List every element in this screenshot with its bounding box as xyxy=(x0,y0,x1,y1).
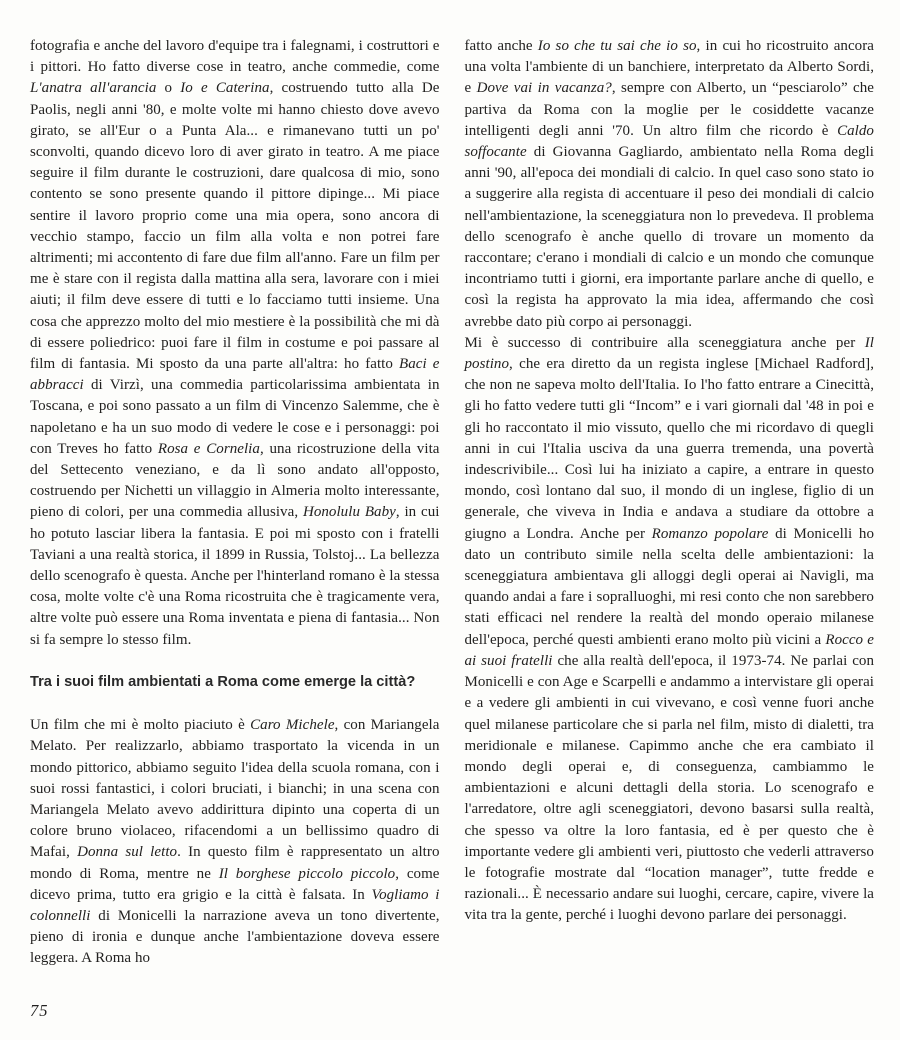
text-segment: , in cui ho potuto lasciar libera la fantasia. E poi mi sposto con i fratelli Taviani a una realtà storica, il 1899 in Russia, Tolstoj... La bellezza dello scenografo è questa. Anche per l'hinterland romano è la stessa cosa, molte volte c'è una Roma ricostruita che è tragicamente vera, altre volte può essere una Roma inventata e piena di fantasia... Non si fa sempre lo stesso film. xyxy=(30,504,440,648)
interview-question xyxy=(30,672,440,693)
film-title: Il postino xyxy=(464,334,874,373)
text-segment: di Monicelli la narrazione aveva un tono divertente, pieno di ironia e dunque anche l'ambientazione doveva essere leggera. A Roma ho xyxy=(30,907,440,967)
text-segment: di Virzì, una commedia particolarissima ambientata in Toscana, e poi sono passato a un film di Vincenzo Salemme, che è napoletano e ha un suo modo di vedere le cose e i personaggi: poi con Treves ho fatto xyxy=(30,377,440,457)
body-paragraph xyxy=(465,333,875,927)
film-title: Dove vai in vacanza? xyxy=(476,80,612,97)
text-segment: , con Mariangela Melato. Per realizzarlo, abbiamo trasportato la vicenda in un mondo pittorico, abbiamo seguito l'idea della scuola romana, con i suoi rossi fantastici, i colori bruciati, i bianchi; in una scena con Mariangela Melato avevo addirittura dipinto una coperta di un colore bruno violaceo, rifacendomi a un bellissimo quadro di Mafai, xyxy=(30,717,440,861)
film-title: Caldo soffocante xyxy=(464,122,874,161)
film-title: Romanzo popolare xyxy=(651,525,769,542)
film-title: Honolulu Baby xyxy=(302,504,396,521)
text-segment: , in cui ho ricostruito ancora una volta l'ambiente di un banchiere, interpretato da Alberto Sordi, e xyxy=(464,38,874,97)
text-segment: di Monicelli ho dato un contributo simile nella scelta delle ambientazioni: la sceneggiatura ambientava gli alloggi degli operai ai Navigli, ma quando andai a fare i sopralluoghi, mi resi conto che non sarebbero stati efficaci nel rendere la realtà del mondo operaio milanese dell'epoca, perché questi ambienti erano molto più vicini a xyxy=(464,525,874,648)
text-segment: Mi è successo di contribuire alla sceneggiatura anche per xyxy=(464,334,865,351)
text-segment: , costruendo tutto alla De Paolis, negli anni '80, e molte volte mi hanno chiesto dove avevo girato, se all'Eur o a Punta Ala... e rimanevano tutti un po' sconvolti, quando dicevo loro di aver girato in teatro. A me piace seguire il film durante le costruzioni, dare qualcosa di mio, sono contento se sono presente quando il pittore dipinge... Mi piace sentire il lavoro proprio come una mia opera, sono ancora di vecchio stampo, faccio un film alla volta e non potrei fare altrimenti; mi accontento di fare due film all'anno. Fare un film per me è stare con il regista dalla mattina alla sera, lavorare con i miei aiuti; il film deve essere di tutti e lo facciamo tutti insieme. Una cosa che apprezzo molto del mio mestiere è la possibilità che mi dà di essere poliedrico: puoi fare il film in costume e poi passare al film di fantasia. Mi sposto da una parte all'altra: ho fatto xyxy=(30,80,440,373)
text-segment: . In questo film è rappresentato un altro mondo di Roma, mentre ne xyxy=(30,844,440,882)
film-title: L'anatra all'arancia xyxy=(30,80,157,97)
text-segment: Tra i suoi film ambientati a Roma come emerge la città? xyxy=(30,673,416,690)
film-title: Vogliamo i colonnelli xyxy=(30,886,440,924)
body-paragraph xyxy=(30,36,440,651)
film-title: Baci e abbracci xyxy=(30,356,440,394)
film-title: Io e Caterina xyxy=(180,80,270,97)
left-column xyxy=(30,36,440,970)
text-segment: Un film che mi è molto piaciuto è xyxy=(30,717,251,734)
text-segment: fotografia e anche del lavoro d'equipe tra i falegnami, i costruttori e i pittori. Ho fatto diverse cose in teatro, anche commedie, come xyxy=(30,38,440,76)
text-segment: fatto anche xyxy=(464,38,538,54)
text-segment: , sempre con Alberto, un “pesciarolo” che partiva da Roma con la moglie per le cosiddette vacanze intelligenti degli anni '70. Un altro film che ricordo è xyxy=(464,80,874,139)
film-title: Donna sul letto xyxy=(77,844,178,861)
film-title: Rosa e Cornelia xyxy=(157,440,260,457)
text-segment: , una ricostruzione della vita del Settecento veneziano, e da lì sono andato all'opposto, costruendo per Nichetti un villaggio in Almeria molto interessante, pieno di colori, per una commedia allusiva, xyxy=(30,440,440,521)
film-title: Io so che tu sai che io so xyxy=(537,38,697,54)
film-title: Rocco e ai suoi fratelli xyxy=(464,631,874,669)
text-segment: o xyxy=(156,80,181,97)
page-number: 75 xyxy=(30,1001,49,1020)
film-title: Il borghese piccolo piccolo xyxy=(218,865,396,882)
text-segment: , che era diretto da un regista inglese [Michael Radford], che non ne sapeva molto dell'Italia. Io l'ho fatto entrare a Cinecittà, gli ho fatto vedere tutti gli “Incom” e i vari giornali dal '48 in poi e gli ho raccontato il mio vissuto, quello che mi ricordavo di quegli anni in cui l'Italia usciva da una guerra tremenda, una povertà indescrivibile... Così lui ha iniziato a capire, a entrare in questo mondo, così lontano dal suo, il mondo di un inglese, figlio di un generale, che viveva in India e andava a studiare da ottobre a giugno a Londra. Anche per xyxy=(464,356,874,542)
text-segment: di Giovanna Gagliardo, ambientato nella Roma degli anni '90, all'epoca dei mondiali di calcio. In quel caso sono stato io a suggerire alla regista di accentuare il peso dei mondiali di calcio nell'ambientazione, la sceneggiatura non lo prevedeva. Il problema dello scenografo è anche quello di trovare un momento da raccontare; c'erano i mondiali di calcio e un mondo che comunque incontriamo tutti i giorni, era importante parlare anche di quello, e così la regista ha approvato la mia idea, affermando che così avrebbe dato più corpo ai personaggi. xyxy=(464,144,874,330)
text-segment: , come dicevo prima, tutto era grigio e la città è falsata. In xyxy=(30,865,440,903)
body-paragraph xyxy=(30,715,440,969)
text-segment: che alla realtà dell'epoca, il 1973-74. Ne parlai con Monicelli e con Age e Scarpelli e andammo a intervistare gli operai e a vedere gli ambienti in cui vivevano, e così venne fuori anche quel milanese particolare che si parla nel film, misto di dialetti, tra meridionale e milanese. Capimmo anche che era cambiato il mondo degli operai e, di conseguenza, cambiammo le ambientazioni e alcuni dettagli della storia. Lo scenografo e l'arredatore, oltre agli sceneggiatori, devono basarsi sulla realtà, che spesso va oltre la loro fantasia, ed è per questo che è importante vedere gli ambienti veri, piuttosto che vederli attraverso le fotografie mostrate dal “location manager”, tutte fredde e razionali... È necessario andare sui luoghi, cercare, capire, vivere la vita tra la gente, perché i luoghi devono parlare dei personaggi. xyxy=(464,652,875,924)
film-title: Caro Michele xyxy=(250,717,335,734)
right-column xyxy=(465,36,875,970)
body-paragraph xyxy=(465,36,875,333)
